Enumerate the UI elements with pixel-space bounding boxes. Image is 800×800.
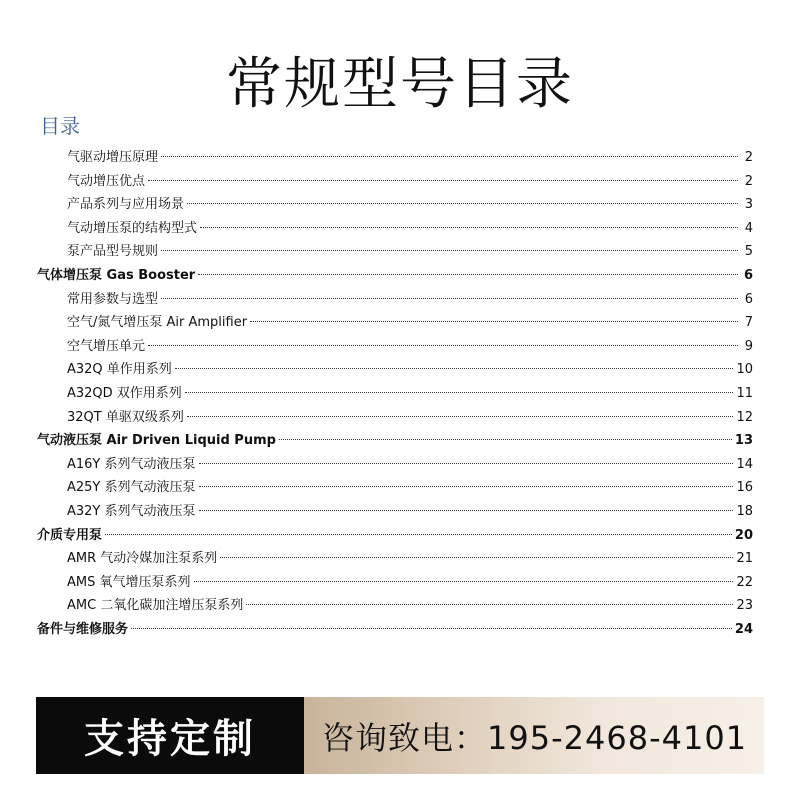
toc-entry-page: 21: [736, 551, 753, 567]
toc-entry[interactable]: [37, 217, 753, 241]
toc-entry-title: A32QD 双作用系列: [67, 385, 182, 401]
dot-leader: [148, 345, 738, 346]
toc-entry-page: 2: [744, 150, 753, 165]
dot-leader: [187, 203, 738, 204]
dot-leader: [148, 180, 738, 181]
toc-entry-title: 空气/氮气增压泵 Air Amplifier: [67, 315, 248, 331]
contact-phone: 咨询致电：195-2468-4101: [304, 697, 764, 774]
toc-entry[interactable]: [37, 311, 753, 335]
dot-leader: [199, 463, 734, 464]
dot-leader: [199, 486, 734, 487]
toc-entry[interactable]: [37, 476, 753, 500]
toc-entry-title: 32QT 单驱双级系列: [67, 409, 184, 425]
toc-entry-page: 10: [736, 362, 753, 378]
customization-label: 支持定制: [36, 697, 304, 774]
toc-entry[interactable]: [37, 547, 753, 571]
toc-entry[interactable]: [37, 453, 753, 477]
toc-entry-title: AMC 二氧化碳加注增压泵系列: [67, 598, 244, 614]
toc-entry-page: 6: [743, 267, 753, 283]
toc-entry[interactable]: [37, 406, 753, 430]
dot-leader: [175, 368, 734, 369]
toc-entry-page: 18: [736, 503, 753, 519]
table-of-contents: [37, 146, 753, 641]
toc-entry-page: 24: [734, 621, 753, 637]
toc-entry-page: 20: [734, 527, 753, 543]
toc-entry-page: 9: [744, 338, 753, 354]
toc-entry-page: 23: [736, 598, 753, 614]
dot-leader: [161, 156, 738, 157]
contact-banner: [36, 697, 764, 774]
toc-entry-page: 12: [736, 409, 753, 425]
toc-entry-page: 7: [744, 315, 753, 331]
toc-entry-title: 气动增压优点: [67, 173, 146, 189]
dot-leader: [279, 439, 732, 440]
dot-leader: [161, 298, 738, 299]
toc-entry-page: 4: [744, 220, 753, 236]
toc-entry-page: 13: [734, 433, 753, 449]
dot-leader: [187, 416, 734, 417]
toc-entry-page: 22: [736, 574, 753, 590]
toc-entry-title: 气驱动增压原理: [67, 150, 159, 165]
page-title: 常规型号目录: [226, 52, 574, 117]
toc-entry[interactable]: [37, 429, 753, 453]
toc-entry-title: 空气增压单元: [67, 338, 146, 354]
toc-entry[interactable]: [37, 358, 753, 382]
toc-entry[interactable]: [37, 264, 753, 288]
dot-leader: [194, 581, 734, 582]
dot-leader: [199, 510, 734, 511]
toc-entry-title: 备件与维修服务: [37, 621, 129, 637]
toc-entry-title: AMS 氧气增压泵系列: [67, 574, 191, 590]
toc-entry[interactable]: [37, 240, 753, 264]
toc-entry[interactable]: [37, 193, 753, 217]
toc-entry-title: A25Y 系列气动液压泵: [67, 480, 196, 496]
toc-entry[interactable]: [37, 618, 753, 642]
dot-leader: [105, 534, 732, 535]
toc-entry[interactable]: [37, 146, 753, 170]
dot-leader: [246, 604, 733, 605]
dot-leader: [198, 274, 738, 275]
toc-entry-title: 气动增压泵的结构型式: [67, 220, 198, 236]
toc-entry-title: 常用参数与选型: [67, 291, 159, 307]
toc-entry[interactable]: [37, 170, 753, 194]
toc-entry[interactable]: [37, 571, 753, 595]
dot-leader: [161, 250, 738, 251]
toc-entry-title: 气动液压泵 Air Driven Liquid Pump: [37, 433, 276, 449]
toc-entry-title: 气体增压泵 Gas Booster: [37, 267, 196, 283]
toc-entry-title: AMR 气动冷媒加注泵系列: [67, 551, 218, 567]
dot-leader: [185, 392, 734, 393]
toc-entry-title: A32Q 单作用系列: [67, 362, 172, 378]
toc-entry[interactable]: [37, 335, 753, 359]
toc-entry-title: A16Y 系列气动液压泵: [67, 456, 196, 472]
toc-heading: 目录: [40, 114, 80, 138]
toc-entry-page: 11: [736, 385, 753, 401]
toc-entry-page: 2: [744, 173, 753, 189]
toc-entry-title: A32Y 系列气动液压泵: [67, 503, 196, 519]
toc-entry-page: 3: [744, 197, 753, 213]
dot-leader: [220, 557, 733, 558]
dot-leader: [250, 321, 738, 322]
toc-entry[interactable]: [37, 500, 753, 524]
toc-entry[interactable]: [37, 288, 753, 312]
toc-entry-page: 14: [736, 456, 753, 472]
toc-entry-title: 介质专用泵: [37, 527, 103, 543]
toc-entry-page: 6: [744, 291, 753, 307]
toc-entry[interactable]: [37, 524, 753, 548]
toc-entry-title: 泵产品型号规则: [67, 244, 159, 260]
dot-leader: [200, 227, 738, 228]
toc-entry-page: 16: [736, 480, 753, 496]
toc-entry-title: 产品系列与应用场景: [67, 197, 185, 213]
toc-entry[interactable]: [37, 382, 753, 406]
toc-entry-page: 5: [744, 244, 753, 260]
toc-entry[interactable]: [37, 594, 753, 618]
dot-leader: [131, 628, 732, 629]
